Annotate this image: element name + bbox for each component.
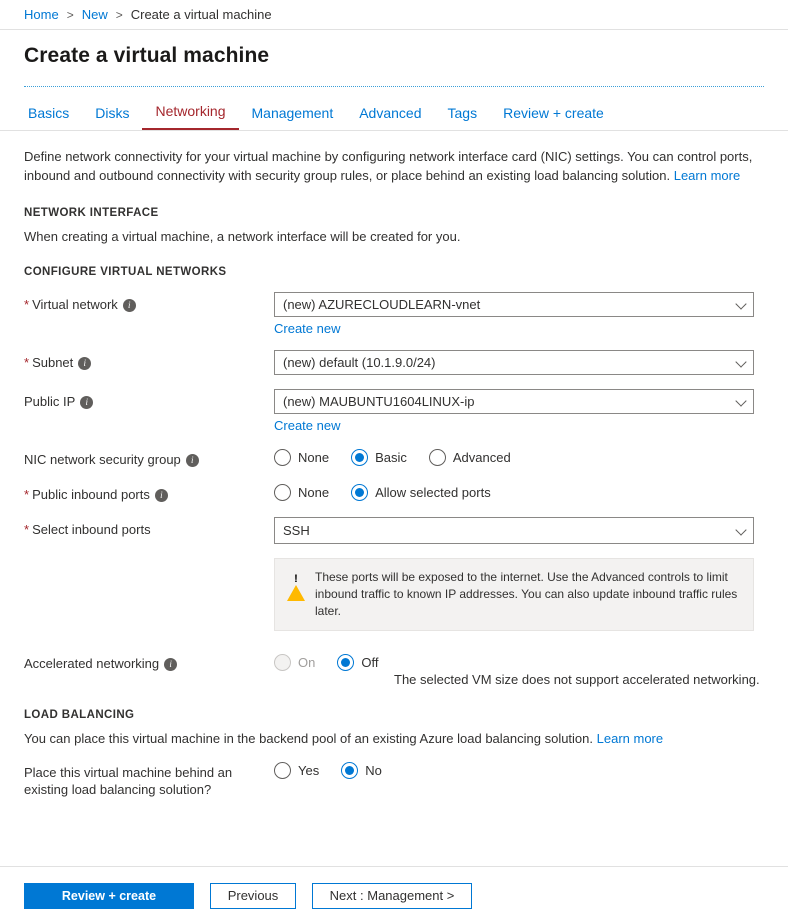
load-balancing-learn-more-link[interactable]: Learn more [596,731,664,746]
public-ip-label-col [24,389,274,410]
virtual-network-select[interactable] [274,292,754,317]
virtual-network-label-col [24,292,274,313]
nic-nsg-row [24,447,764,468]
accelerated-networking-option-off-label: Off [361,655,379,670]
select-inbound-ports-value: SSH [283,523,310,538]
nic-nsg-option-basic-label: Basic [375,450,407,465]
accelerated-networking-option-on [274,654,315,671]
subnet-select[interactable] [274,350,754,375]
subnet-field-col [274,350,764,375]
virtual-network-value: (new) AZURECLOUDLEARN-vnet [283,297,481,312]
chevron-down-icon [735,356,746,367]
radio-circle [429,449,446,466]
nic-nsg-field-col [274,447,764,466]
tab-bar [0,97,788,131]
info-icon[interactable]: i [155,489,168,502]
accelerated-networking-label-col [24,651,274,672]
public-inbound-ports-option-none[interactable] [274,484,329,501]
review-create-button[interactable]: Review + create [24,883,194,909]
subnet-value: (new) default (10.1.9.0/24) [283,355,436,370]
tab-disks[interactable]: Disks [95,105,130,121]
place-behind-lb-option-no-label: No [365,763,382,778]
intro-learn-more-link[interactable]: Learn more [673,168,741,183]
breadcrumb [0,0,788,30]
virtual-network-create-new-link[interactable]: Create new [274,321,341,336]
place-behind-lb-option-yes[interactable] [274,762,319,779]
network-interface-heading: NETWORK INTERFACE [24,207,159,219]
radio-circle [341,762,358,779]
select-inbound-ports-field-col [274,517,764,631]
subnet-label: Subnet [32,355,74,370]
radio-circle [274,484,291,501]
public-ip-field-col [274,389,764,433]
place-behind-lb-label: Place this virtual machine behind an existing load balancing solution? [24,765,233,797]
radio-circle [351,449,368,466]
public-inbound-ports-option-none-label: None [298,485,330,500]
public-inbound-ports-label-col [24,482,274,503]
info-icon[interactable]: i [123,299,136,312]
nic-nsg-option-none-label: None [298,450,330,465]
place-behind-lb-radio-group [274,760,764,779]
place-behind-lb-label-col [24,760,274,798]
radio-circle [274,449,291,466]
accelerated-networking-option-off[interactable] [337,654,378,671]
load-balancing-heading: LOAD BALANCING [24,709,135,721]
load-balancing-description-row [24,731,764,746]
nic-nsg-option-basic[interactable] [351,449,407,466]
tab-advanced[interactable]: Advanced [359,105,422,121]
virtual-network-field-col [274,292,764,336]
previous-button[interactable]: Previous [210,883,296,909]
virtual-network-label: Virtual network [32,297,118,312]
nic-nsg-option-none[interactable] [274,449,329,466]
tab-networking[interactable]: Networking [142,103,238,130]
info-icon[interactable]: i [80,396,93,409]
required-marker: * [24,522,30,537]
page-title: Create a virtual machine [24,44,270,67]
subnet-row [24,350,764,375]
subnet-label-col [24,350,274,371]
load-balancing-description: You can place this virtual machine in the backend pool of an existing Azure load balancing solution. [24,731,594,746]
accelerated-networking-label: Accelerated networking [24,656,160,671]
public-inbound-ports-row [24,482,764,503]
radio-circle [337,654,354,671]
accelerated-networking-option-on-label: On [298,655,316,670]
accelerated-networking-note: The selected VM size does not support accelerated networking. [394,672,760,687]
public-inbound-ports-radio-group [274,482,764,501]
chevron-down-icon [735,395,746,406]
title-divider [24,86,764,87]
public-inbound-ports-label: Public inbound ports [32,487,150,502]
breadcrumb-separator: > [115,7,123,22]
public-ip-label: Public IP [24,394,76,409]
breadcrumb-separator: > [66,7,74,22]
chevron-down-icon [735,524,746,535]
accelerated-networking-field-col [274,652,764,671]
info-icon[interactable]: i [186,454,199,467]
tab-tags[interactable]: Tags [447,105,478,121]
configure-virtual-networks-heading: CONFIGURE VIRTUAL NETWORKS [24,266,227,278]
public-ip-select[interactable] [274,389,754,414]
radio-circle [351,484,368,501]
place-behind-lb-field-col [274,760,764,779]
select-inbound-ports-select[interactable] [274,517,754,544]
footer-bar [0,866,788,924]
required-marker: * [24,297,30,312]
public-inbound-ports-field-col [274,482,764,501]
select-inbound-ports-label-col [24,517,274,538]
nic-nsg-option-advanced-label: Advanced [452,450,511,465]
next-management-button[interactable]: Next : Management > [312,883,472,909]
breadcrumb-item-home[interactable]: Home [24,7,59,22]
info-icon[interactable]: i [164,658,177,671]
radio-circle [274,762,291,779]
tab-management[interactable]: Management [251,105,334,121]
select-inbound-ports-row [24,517,764,631]
nic-nsg-radio-group [274,447,764,466]
intro-paragraph [24,147,764,185]
nic-nsg-option-advanced[interactable] [429,449,511,466]
place-behind-lb-option-yes-label: Yes [298,763,320,778]
place-behind-lb-option-no[interactable] [341,762,382,779]
breadcrumb-item-new[interactable]: New [81,7,108,22]
public-inbound-ports-option-allow[interactable] [351,484,491,501]
ports-warning-banner [274,558,754,631]
public-ip-create-new-link[interactable]: Create new [274,418,341,433]
network-interface-description: When creating a virtual machine, a network interface will be created for you. [24,229,461,244]
required-marker: * [24,355,30,370]
main-content [0,147,788,798]
accelerated-networking-row [24,651,764,672]
required-marker: * [24,487,30,502]
nic-nsg-label-col [24,447,274,468]
public-inbound-ports-option-allow-label: Allow selected ports [375,485,491,500]
ports-warning-text: These ports will be exposed to the internet. Use the Advanced controls to limit inbound traffic to known IP addresses. You can also update inbound traffic rules later. [315,570,738,618]
public-ip-value: (new) MAUBUNTU1604LINUX-ip [283,394,475,409]
intro-text: Define network connectivity for your virtual machine by configuring network interface card (NIC) settings. You can control ports, inbound and outbound connectivity with security group rules, or place behind an existing load balancing solution. [24,149,753,183]
tab-review-create[interactable]: Review + create [503,105,604,121]
breadcrumb-item-current: Create a virtual machine [130,7,272,22]
place-behind-lb-row [24,760,764,798]
radio-circle [274,654,291,671]
public-ip-row [24,389,764,433]
virtual-network-row [24,292,764,336]
warning-icon: ! [287,570,305,586]
info-icon[interactable]: i [78,357,91,370]
chevron-down-icon [735,298,746,309]
select-inbound-ports-label: Select inbound ports [32,522,151,537]
tab-basics[interactable]: Basics [28,105,70,121]
accelerated-networking-radio-group [274,652,764,671]
nic-nsg-label: NIC network security group [24,452,181,467]
